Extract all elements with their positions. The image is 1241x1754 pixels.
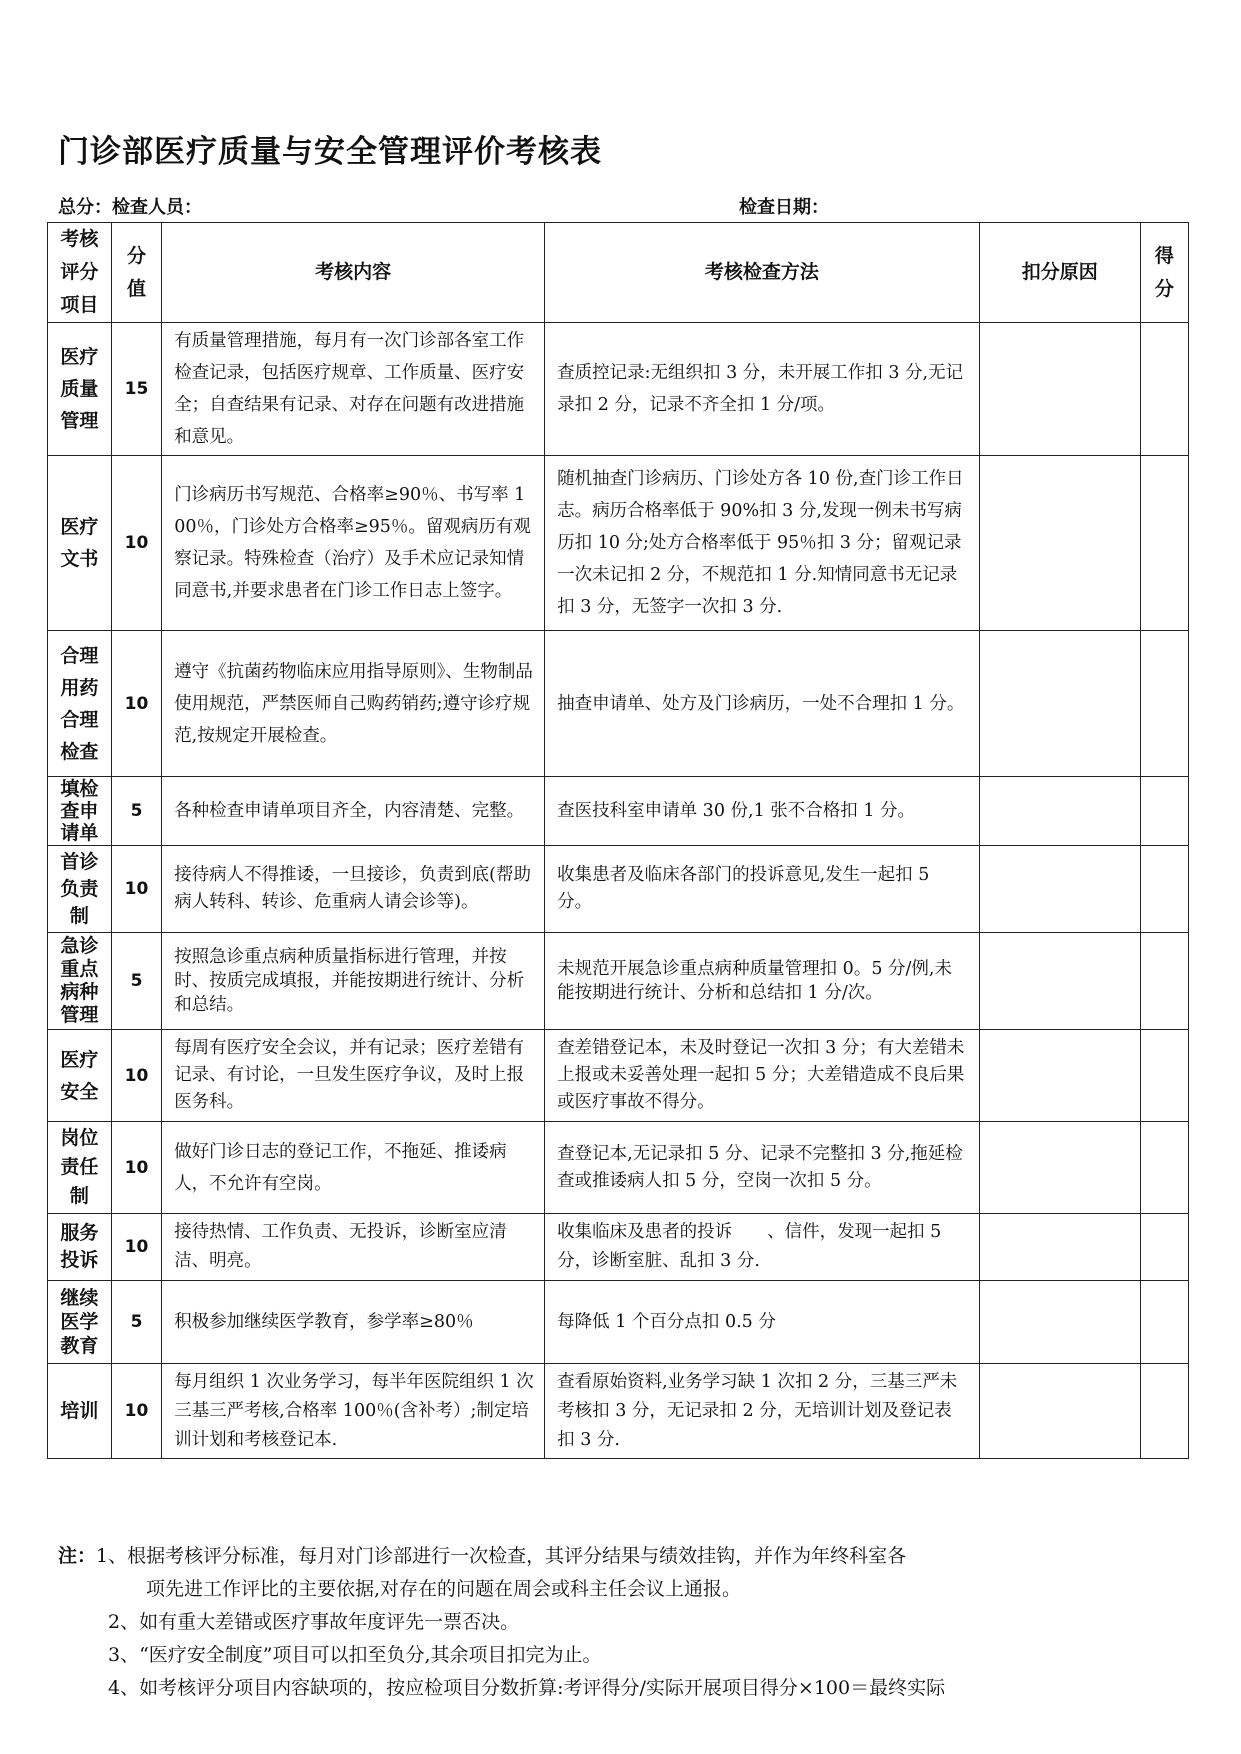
note-1-continued: 项先进工作评比的主要依据,对存在的问题在周会或科主任会议上通报。 [146, 1578, 742, 1600]
row-method: 每降低 1 个百分点扣 0.5 分 [545, 1281, 979, 1364]
row-content: 接待病人不得推诿，一旦接诊，负责到底(帮助病人转科、转诊、危重病人请会诊等)。 [162, 846, 545, 933]
row-item: 医疗质量管理 [48, 323, 112, 456]
row-deduction-reason-cell[interactable] [979, 1281, 1140, 1364]
row-score: 5 [111, 777, 161, 846]
header-points-earned: 得分 [1140, 223, 1188, 323]
table-row [48, 1281, 1189, 1364]
row-method: 查登记本,无记录扣 5 分、记录不完整扣 3 分,拖延检查或推诿病人扣 5 分，空岗一次扣 5 分。 [545, 1122, 979, 1214]
table-row [48, 323, 1189, 456]
table-row [48, 777, 1189, 846]
table-row [48, 1214, 1189, 1281]
row-deduction-reason-cell[interactable] [979, 1030, 1140, 1122]
header-row [48, 223, 1189, 323]
row-item: 服务投诉 [48, 1214, 112, 1281]
table-row [48, 631, 1189, 777]
row-points-earned-cell[interactable] [1140, 1214, 1188, 1281]
row-content: 每周有医疗安全会议，并有记录；医疗差错有记录、有讨论，一旦发生医疗争议，及时上报医务科。 [162, 1030, 545, 1122]
note-1 [58, 1540, 1188, 1573]
row-content: 有质量管理措施，每月有一次门诊部各室工作检查记录，包括医疗规章、工作质量、医疗安全；自查结果有记录、对存在问题有改进措施和意见。 [162, 323, 545, 456]
row-content: 每月组织 1 次业务学习，每半年医院组织 1 次三基三严考核,合格率 100％(含补考）;制定培训计划和考核登记本. [162, 1364, 545, 1459]
table-row [48, 846, 1189, 933]
total-score-inspector-label: 总分：检查人员： [58, 197, 202, 218]
row-score: 5 [111, 933, 161, 1030]
row-item: 医疗文书 [48, 456, 112, 631]
header-method: 考核检查方法 [545, 223, 979, 323]
row-deduction-reason-cell[interactable] [979, 1364, 1140, 1459]
evaluation-table [47, 222, 1189, 1459]
row-item: 急诊重点病种管理 [48, 933, 112, 1030]
note-4: 4、如考核评分项目内容缺项的，按应检项目分数折算:考评得分/实际开展项目得分×100＝最终实际 [108, 1677, 946, 1699]
row-points-earned-cell[interactable] [1140, 846, 1188, 933]
row-deduction-reason-cell[interactable] [979, 777, 1140, 846]
row-method: 抽查申请单、处方及门诊病历，一处不合理扣 1 分。 [545, 631, 979, 777]
row-deduction-reason-cell[interactable] [979, 846, 1140, 933]
row-score: 10 [111, 846, 161, 933]
row-score: 10 [111, 1364, 161, 1459]
row-score: 10 [111, 456, 161, 631]
row-content: 积极参加继续医学教育，参学率≥80％ [162, 1281, 545, 1364]
note-1-text: 1、根据考核评分标准，每月对门诊部进行一次检查，其评分结果与绩效挂钩，并作为年终科室各 [96, 1545, 907, 1567]
row-points-earned-cell[interactable] [1140, 1364, 1188, 1459]
row-score: 15 [111, 323, 161, 456]
row-points-earned-cell[interactable] [1140, 1281, 1188, 1364]
row-content: 遵守《抗菌药物临床应用指导原则》、生物制品使用规范，严禁医师自己购药销药;遵守诊疗规范,按规定开展检查。 [162, 631, 545, 777]
row-item: 合理用药合理检查 [48, 631, 112, 777]
row-item: 培训 [48, 1364, 112, 1459]
row-method: 收集临床及患者的投诉 、信件，发现一起扣 5 分，诊断室脏、乱扣 3 分. [545, 1214, 979, 1281]
row-deduction-reason-cell[interactable] [979, 1122, 1140, 1214]
row-content: 按照急诊重点病种质量指标进行管理，并按时、按质完成填报，并能按期进行统计、分析和总结。 [162, 933, 545, 1030]
row-method: 查医技科室申请单 30 份,1 张不合格扣 1 分。 [545, 777, 979, 846]
note-2: 2、如有重大差错或医疗事故年度评先一票否决。 [108, 1611, 520, 1633]
row-points-earned-cell[interactable] [1140, 631, 1188, 777]
table-row [48, 1030, 1189, 1122]
table-row [48, 1364, 1189, 1459]
row-content: 门诊病历书写规范、合格率≥90％、书写率 100％，门诊处方合格率≥95％。留观病历有观察记录。特殊检查（治疗）及手术应记录知情同意书,并要求患者在门诊工作日志上签字。 [162, 456, 545, 631]
row-points-earned-cell[interactable] [1140, 777, 1188, 846]
row-deduction-reason-cell[interactable] [979, 631, 1140, 777]
row-score: 10 [111, 1122, 161, 1214]
notes-label: 注： [58, 1545, 97, 1567]
row-points-earned-cell[interactable] [1140, 456, 1188, 631]
row-points-earned-cell[interactable] [1140, 1030, 1188, 1122]
row-item: 填检查申请单 [48, 777, 112, 846]
row-score: 10 [111, 1214, 161, 1281]
table-row [48, 933, 1189, 1030]
table-row [48, 456, 1189, 631]
row-deduction-reason-cell[interactable] [979, 933, 1140, 1030]
row-method: 随机抽查门诊病历、门诊处方各 10 份,查门诊工作日志。病历合格率低于 90%扣 3 分,发现一例未书写病历扣 10 分;处方合格率低于 95％扣 3 分；留观记录一次未记扣 2 分，不规范扣 1 分.知情同意书无记录扣 3 分，无签字一次扣 3 分. [545, 456, 979, 631]
row-content: 做好门诊日志的登记工作，不拖延、推诿病人，不允许有空岗。 [162, 1122, 545, 1214]
row-points-earned-cell[interactable] [1140, 323, 1188, 456]
row-points-earned-cell[interactable] [1140, 933, 1188, 1030]
row-method: 未规范开展急诊重点病种质量管理扣 0。5 分/例,未能按期进行统计、分析和总结扣 1 分/次。 [545, 933, 979, 1030]
page-title: 门诊部医疗质量与安全管理评价考核表 [58, 134, 602, 170]
row-method: 查看原始资料,业务学习缺 1 次扣 2 分，三基三严未考核扣 3 分，无记录扣 2 分，无培训计划及登记表扣 3 分. [545, 1364, 979, 1459]
header-deduction-reason: 扣分原因 [979, 223, 1140, 323]
row-item: 继续医学教育 [48, 1281, 112, 1364]
row-item: 医疗安全 [48, 1030, 112, 1122]
note-3: 3、“医疗安全制度”项目可以扣至负分,其余项目扣完为止。 [108, 1644, 602, 1666]
inspection-date-label: 检查日期： [739, 197, 829, 218]
row-content: 各种检查申请单项目齐全，内容清楚、完整。 [162, 777, 545, 846]
row-score: 5 [111, 1281, 161, 1364]
row-item: 岗位责任制 [48, 1122, 112, 1214]
row-deduction-reason-cell[interactable] [979, 1214, 1140, 1281]
row-method: 查质控记录:无组织扣 3 分，未开展工作扣 3 分,无记录扣 2 分，记录不齐全扣 1 分/项。 [545, 323, 979, 456]
row-method: 查差错登记本，未及时登记一次扣 3 分；有大差错未上报或未妥善处理一起扣 5 分；大差错造成不良后果或医疗事故不得分。 [545, 1030, 979, 1122]
row-method: 收集患者及临床各部门的投诉意见,发生一起扣 5 分。 [545, 846, 979, 933]
row-content: 接待热情、工作负责、无投诉，诊断室应清洁、明亮。 [162, 1214, 545, 1281]
row-score: 10 [111, 1030, 161, 1122]
row-deduction-reason-cell[interactable] [979, 323, 1140, 456]
row-deduction-reason-cell[interactable] [979, 456, 1140, 631]
row-score: 10 [111, 631, 161, 777]
header-item: 考核评分项目 [48, 223, 112, 323]
row-points-earned-cell[interactable] [1140, 1122, 1188, 1214]
header-score: 分值 [111, 223, 161, 323]
header-content: 考核内容 [162, 223, 545, 323]
table-row [48, 1122, 1189, 1214]
row-item: 首诊负责制 [48, 846, 112, 933]
notes-section [58, 1540, 1188, 1705]
